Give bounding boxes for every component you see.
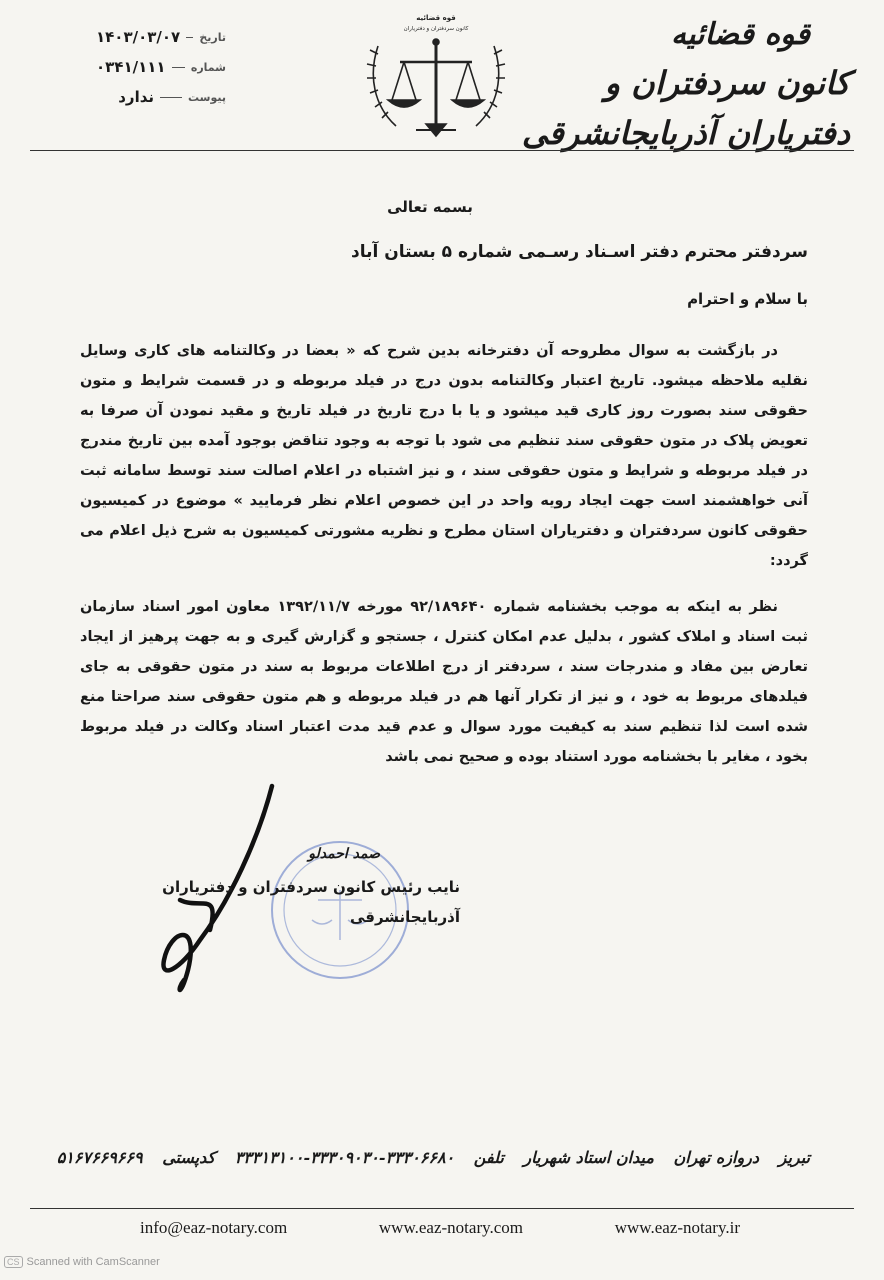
footer-web-row — [140, 1218, 740, 1238]
header-divider — [30, 150, 854, 151]
signatory-title — [160, 872, 460, 932]
letter-meta — [96, 22, 226, 112]
signature-block — [140, 780, 460, 1020]
signatory-title-line1: نایب رئیس کانون سردفتران و دفتریاران — [162, 878, 460, 896]
meta-attachment-row — [96, 82, 226, 112]
footer-city: تبریز — [778, 1148, 810, 1167]
footer-address-1: دروازه تهران — [673, 1148, 760, 1167]
bismillah: بسمه تعالی — [387, 198, 473, 216]
meta-date-label: تاریخ — [199, 30, 226, 44]
meta-number-label: شماره — [190, 60, 226, 74]
footer-website-ir-link[interactable]: www.eaz-notary.ir — [614, 1218, 740, 1237]
paragraph-question: در بازگشت به سوال مطروحه آن دفترخانه بدین شرح که « بعضا در وکالتنامه های کاری وسایل نقلیه ملاحظه میشود. تاریخ اعتبار وکالتنامه بدون درج در فیلد مربوطه و در قسمت شرایط و متون حقوقی سند بصورت روز کاری قید میشود و یا با درج تاریخ در فیلد تاریخ و مقید نمودن آن صرفا به تعویض پلاک در متون حقوقی سند تنظیم می شود با توجه به وجود تناقض بوجود آمده بین تاریخ مندرج در فیلد مربوطه و شرایط و متون حقوقی سند ، و نیز اشتباه در اعلام اصالت سند توسط سامانه ثبت آنی خواهشمند است جهت ایجاد رویه واحد در این خصوص اعلام نظر فرمایید » موضوع در کمیسیون حقوقی کانون سردفتران و دفتریاران استان مطرح و نظریه مشورتی کمیسیون به شرح ذیل اعلام می گردد: — [80, 343, 808, 569]
footer-address — [56, 1148, 810, 1167]
camscanner-text: Scanned with CamScanner — [26, 1256, 160, 1268]
org-line-judiciary: قوه قضائیه — [671, 17, 810, 52]
meta-attachment: ندارد — [118, 88, 155, 106]
signatory-name: صمد احمدلو — [308, 846, 380, 862]
organization-heading — [520, 12, 850, 158]
footer-postal-label: کدپستی — [162, 1148, 216, 1167]
justice-scales-logo — [356, 6, 516, 144]
org-line-association: کانون سردفتران و دفتریاران آذربایجانشرقی — [521, 64, 850, 152]
meta-date-row — [96, 22, 226, 52]
greeting: با سلام و احترام — [687, 290, 808, 308]
recipient-line: سردفتر محترم دفتر اسـناد رسـمی شماره ۵ بستان آباد — [351, 242, 808, 262]
footer-phone-label: تلفن — [473, 1148, 504, 1167]
meta-number-row — [96, 52, 226, 82]
camscanner-watermark — [4, 1256, 160, 1268]
paragraph-answer: نظر به اینکه به موجب بخشنامه شماره ۹۲/۱۸۹۶۴۰ مورخه ۱۳۹۲/۱۱/۷ معاون امور اسناد سازمان ثبت اسناد و املاک کشور ، بدلیل عدم امکان کنترل ، جستجو و گزارش گیری و به جهت پرهیز از ایجاد تعارض بین مفاد و مندرجات سند ، سردفتر از درج اطلاعات مربوط به سند در متون حقوقی به جای فیلدهای مربوط به خود ، و نیز از تکرار آنها هم در فیلد مربوطه و هم متون حقوقی سند صراحتا منع شده است لذا تنظیم سند به کیفیت مورد سوال و عدم قید مدت اعتبار اسناد وکالت در فیلد مربوط بخود ، مغایر با بخشنامه مورد استناد بوده و صحیح نمی باشد — [80, 599, 808, 765]
meta-number: ۰۳۴۱/۱۱۱ — [96, 58, 166, 76]
meta-attachment-label: پیوست — [188, 90, 226, 104]
signatory-title-line2: آذربایجانشرقی — [349, 908, 460, 926]
svg-text:کانون سردفتران و دفتریاران: کانون سردفتران و دفتریاران — [403, 26, 469, 32]
footer-divider — [30, 1208, 854, 1209]
meta-date: ۱۴۰۳/۰۳/۰۷ — [96, 28, 181, 46]
camscanner-icon: CS — [4, 1256, 23, 1268]
footer-address-2: میدان استاد شهریار — [523, 1148, 654, 1167]
footer-email-link[interactable]: info@eaz-notary.com — [140, 1218, 288, 1237]
emblem-text: قوه قضائیه — [416, 14, 456, 22]
footer-phones: ۳۳۳۰۶۶۸۰-۳۳۳۰۹۰۳۰-۳۳۳۱۳۱۰۰ — [234, 1148, 455, 1167]
footer-postal-code: ۵۱۶۷۶۶۹۶۶۹ — [56, 1148, 143, 1167]
footer-website-link[interactable]: www.eaz-notary.com — [378, 1218, 524, 1237]
